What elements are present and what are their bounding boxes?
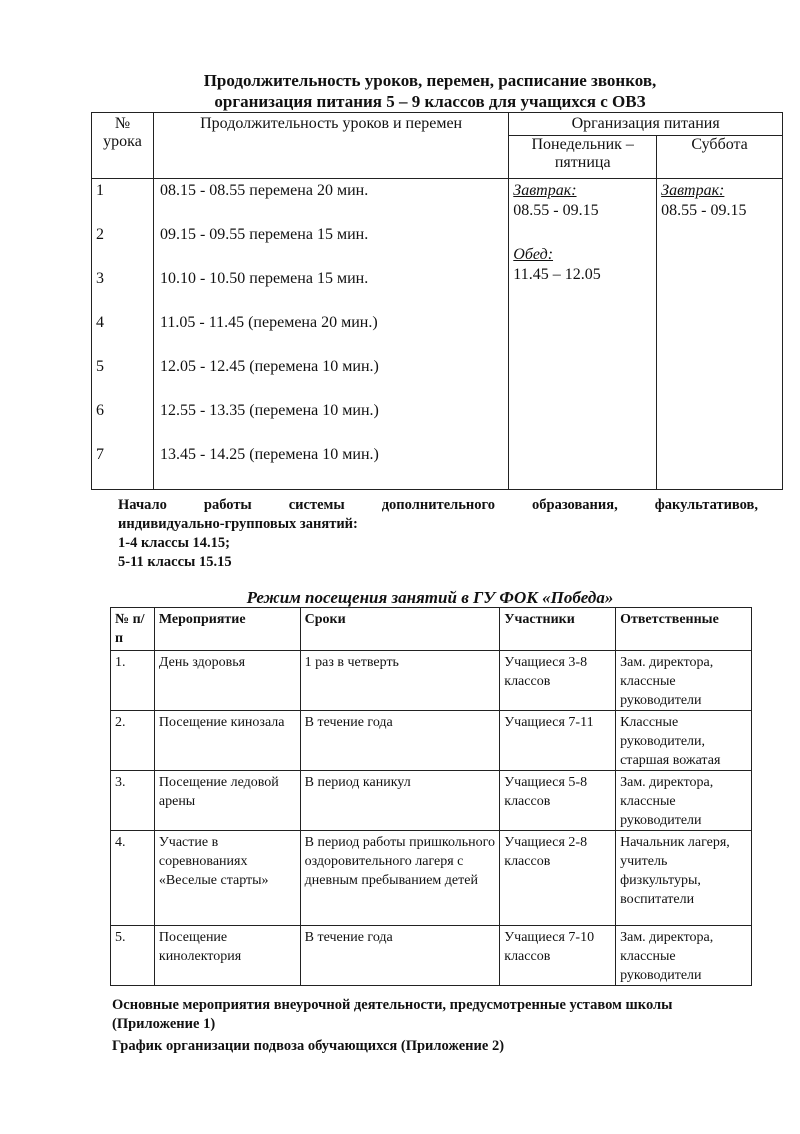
pobeda-cell: Учащиеся 7-10 классов bbox=[500, 926, 616, 986]
lesson-time: 13.45 - 14.25 (перемена 10 мин.) bbox=[159, 446, 379, 463]
header-weekdays: Понедельник – пятница bbox=[509, 136, 657, 179]
weekday-meals-cell bbox=[509, 179, 657, 490]
pobeda-row bbox=[111, 651, 752, 711]
pobeda-cell: В течение года bbox=[300, 711, 500, 771]
lesson-time: 08.15 - 08.55 перемена 20 мин. bbox=[159, 182, 369, 199]
pobeda-cell: 5. bbox=[111, 926, 155, 986]
header-food: Организация питания bbox=[509, 113, 783, 136]
pobeda-cell: Участие в соревнованиях «Веселые старты» bbox=[154, 831, 300, 926]
extra-education-text bbox=[118, 496, 758, 572]
lesson-number: 3 bbox=[96, 270, 104, 287]
lesson-number: 4 bbox=[96, 314, 104, 331]
pobeda-cell: Учащиеся 5-8 классов bbox=[500, 771, 616, 831]
lesson-number: 7 bbox=[96, 446, 104, 463]
pobeda-cell: Классные руководители, старшая вожатая bbox=[616, 711, 752, 771]
pobeda-header-cell: Сроки bbox=[300, 608, 500, 651]
lesson-time: 12.05 - 12.45 (перемена 10 мин.) bbox=[159, 358, 379, 375]
lesson-time: 11.05 - 11.45 (перемена 20 мин.) bbox=[159, 314, 378, 331]
pobeda-header-cell: Мероприятие bbox=[154, 608, 300, 651]
lesson-number: 2 bbox=[96, 226, 104, 243]
lesson-number: 6 bbox=[96, 402, 104, 419]
pobeda-cell: 1 раз в четверть bbox=[300, 651, 500, 711]
pobeda-cell: В период работы пришкольного оздоровительного лагеря с дневным пребыванием детей bbox=[300, 831, 500, 926]
header-duration: Продолжительность уроков и перемен bbox=[153, 113, 508, 179]
lesson-numbers-cell bbox=[92, 179, 154, 490]
title-line-2: организация питания 5 – 9 классов для учащихся с ОВЗ bbox=[214, 92, 646, 111]
schedule-table bbox=[91, 112, 783, 490]
pobeda-cell: Учащиеся 3-8 классов bbox=[500, 651, 616, 711]
footer-line-2: (Приложение 1) bbox=[112, 1016, 216, 1032]
pobeda-cell: В период каникул bbox=[300, 771, 500, 831]
pobeda-row bbox=[111, 831, 752, 926]
weekday-lunch-label: Обед: bbox=[513, 246, 554, 263]
footer-text bbox=[112, 996, 772, 1056]
weekday-breakfast-label: Завтрак: bbox=[513, 182, 577, 199]
pobeda-header-cell: Участники bbox=[500, 608, 616, 651]
header-lesson-no: № урока bbox=[92, 113, 154, 179]
pobeda-cell: Зам. директора, классные руководители bbox=[616, 771, 752, 831]
weekday-breakfast-time: 08.55 - 09.15 bbox=[513, 202, 599, 219]
saturday-meals-cell bbox=[657, 179, 783, 490]
lesson-time: 10.10 - 10.50 перемена 15 мин. bbox=[159, 270, 369, 287]
pobeda-cell: 2. bbox=[111, 711, 155, 771]
extra-education-line-1: Начало работы системы дополнительного образования, факультативов, bbox=[118, 497, 758, 513]
pobeda-row bbox=[111, 771, 752, 831]
pobeda-header-cell: № п/п bbox=[111, 608, 155, 651]
saturday-breakfast-time: 08.55 - 09.15 bbox=[661, 202, 747, 219]
extra-education-line-2: индивидуально-групповых занятий: bbox=[118, 516, 358, 532]
lesson-times-cell bbox=[153, 179, 508, 490]
lesson-time: 12.55 - 13.35 (перемена 10 мин.) bbox=[159, 402, 379, 419]
footer-line-3: График организации подвоза обучающихся (Приложение 2) bbox=[112, 1038, 505, 1054]
pobeda-cell: В течение года bbox=[300, 926, 500, 986]
header-saturday: Суббота bbox=[657, 136, 783, 179]
page-title bbox=[90, 70, 770, 112]
weekday-lunch-time: 11.45 – 12.05 bbox=[513, 266, 601, 283]
pobeda-title: Режим посещения занятий в ГУ ФОК «Победа» bbox=[246, 588, 614, 607]
lesson-time: 09.15 - 09.55 перемена 15 мин. bbox=[159, 226, 369, 243]
pobeda-cell: Начальник лагеря, учитель физкультуры, воспитатели bbox=[616, 831, 752, 926]
pobeda-cell: Посещение ледовой арены bbox=[154, 771, 300, 831]
extra-education-line-4: 5-11 классы 15.15 bbox=[118, 554, 232, 570]
pobeda-cell: Посещение кинозала bbox=[154, 711, 300, 771]
pobeda-header-cell: Ответственные bbox=[616, 608, 752, 651]
pobeda-cell: 4. bbox=[111, 831, 155, 926]
saturday-breakfast-label: Завтрак: bbox=[661, 182, 725, 199]
schedule-header-row bbox=[92, 113, 783, 136]
pobeda-cell: Зам. директора, классные руководители bbox=[616, 926, 752, 986]
pobeda-cell: Посещение кинолектория bbox=[154, 926, 300, 986]
extra-education-line-3: 1-4 классы 14.15; bbox=[118, 535, 230, 551]
pobeda-cell: Учащиеся 2-8 классов bbox=[500, 831, 616, 926]
pobeda-cell: 3. bbox=[111, 771, 155, 831]
pobeda-cell: 1. bbox=[111, 651, 155, 711]
title-line-1: Продолжительность уроков, перемен, расписание звонков, bbox=[203, 71, 657, 90]
footer-line-1: Основные мероприятия внеурочной деятельности, предусмотренные уставом школы bbox=[112, 997, 673, 1013]
pobeda-header-row bbox=[111, 608, 752, 651]
lesson-number: 5 bbox=[96, 358, 104, 375]
pobeda-cell: Учащиеся 7-11 bbox=[500, 711, 616, 771]
pobeda-cell: День здоровья bbox=[154, 651, 300, 711]
schedule-body-row bbox=[92, 179, 783, 490]
pobeda-row bbox=[111, 926, 752, 986]
pobeda-table bbox=[110, 607, 752, 986]
pobeda-cell: Зам. директора, классные руководители bbox=[616, 651, 752, 711]
lesson-number: 1 bbox=[96, 182, 104, 199]
pobeda-row bbox=[111, 711, 752, 771]
